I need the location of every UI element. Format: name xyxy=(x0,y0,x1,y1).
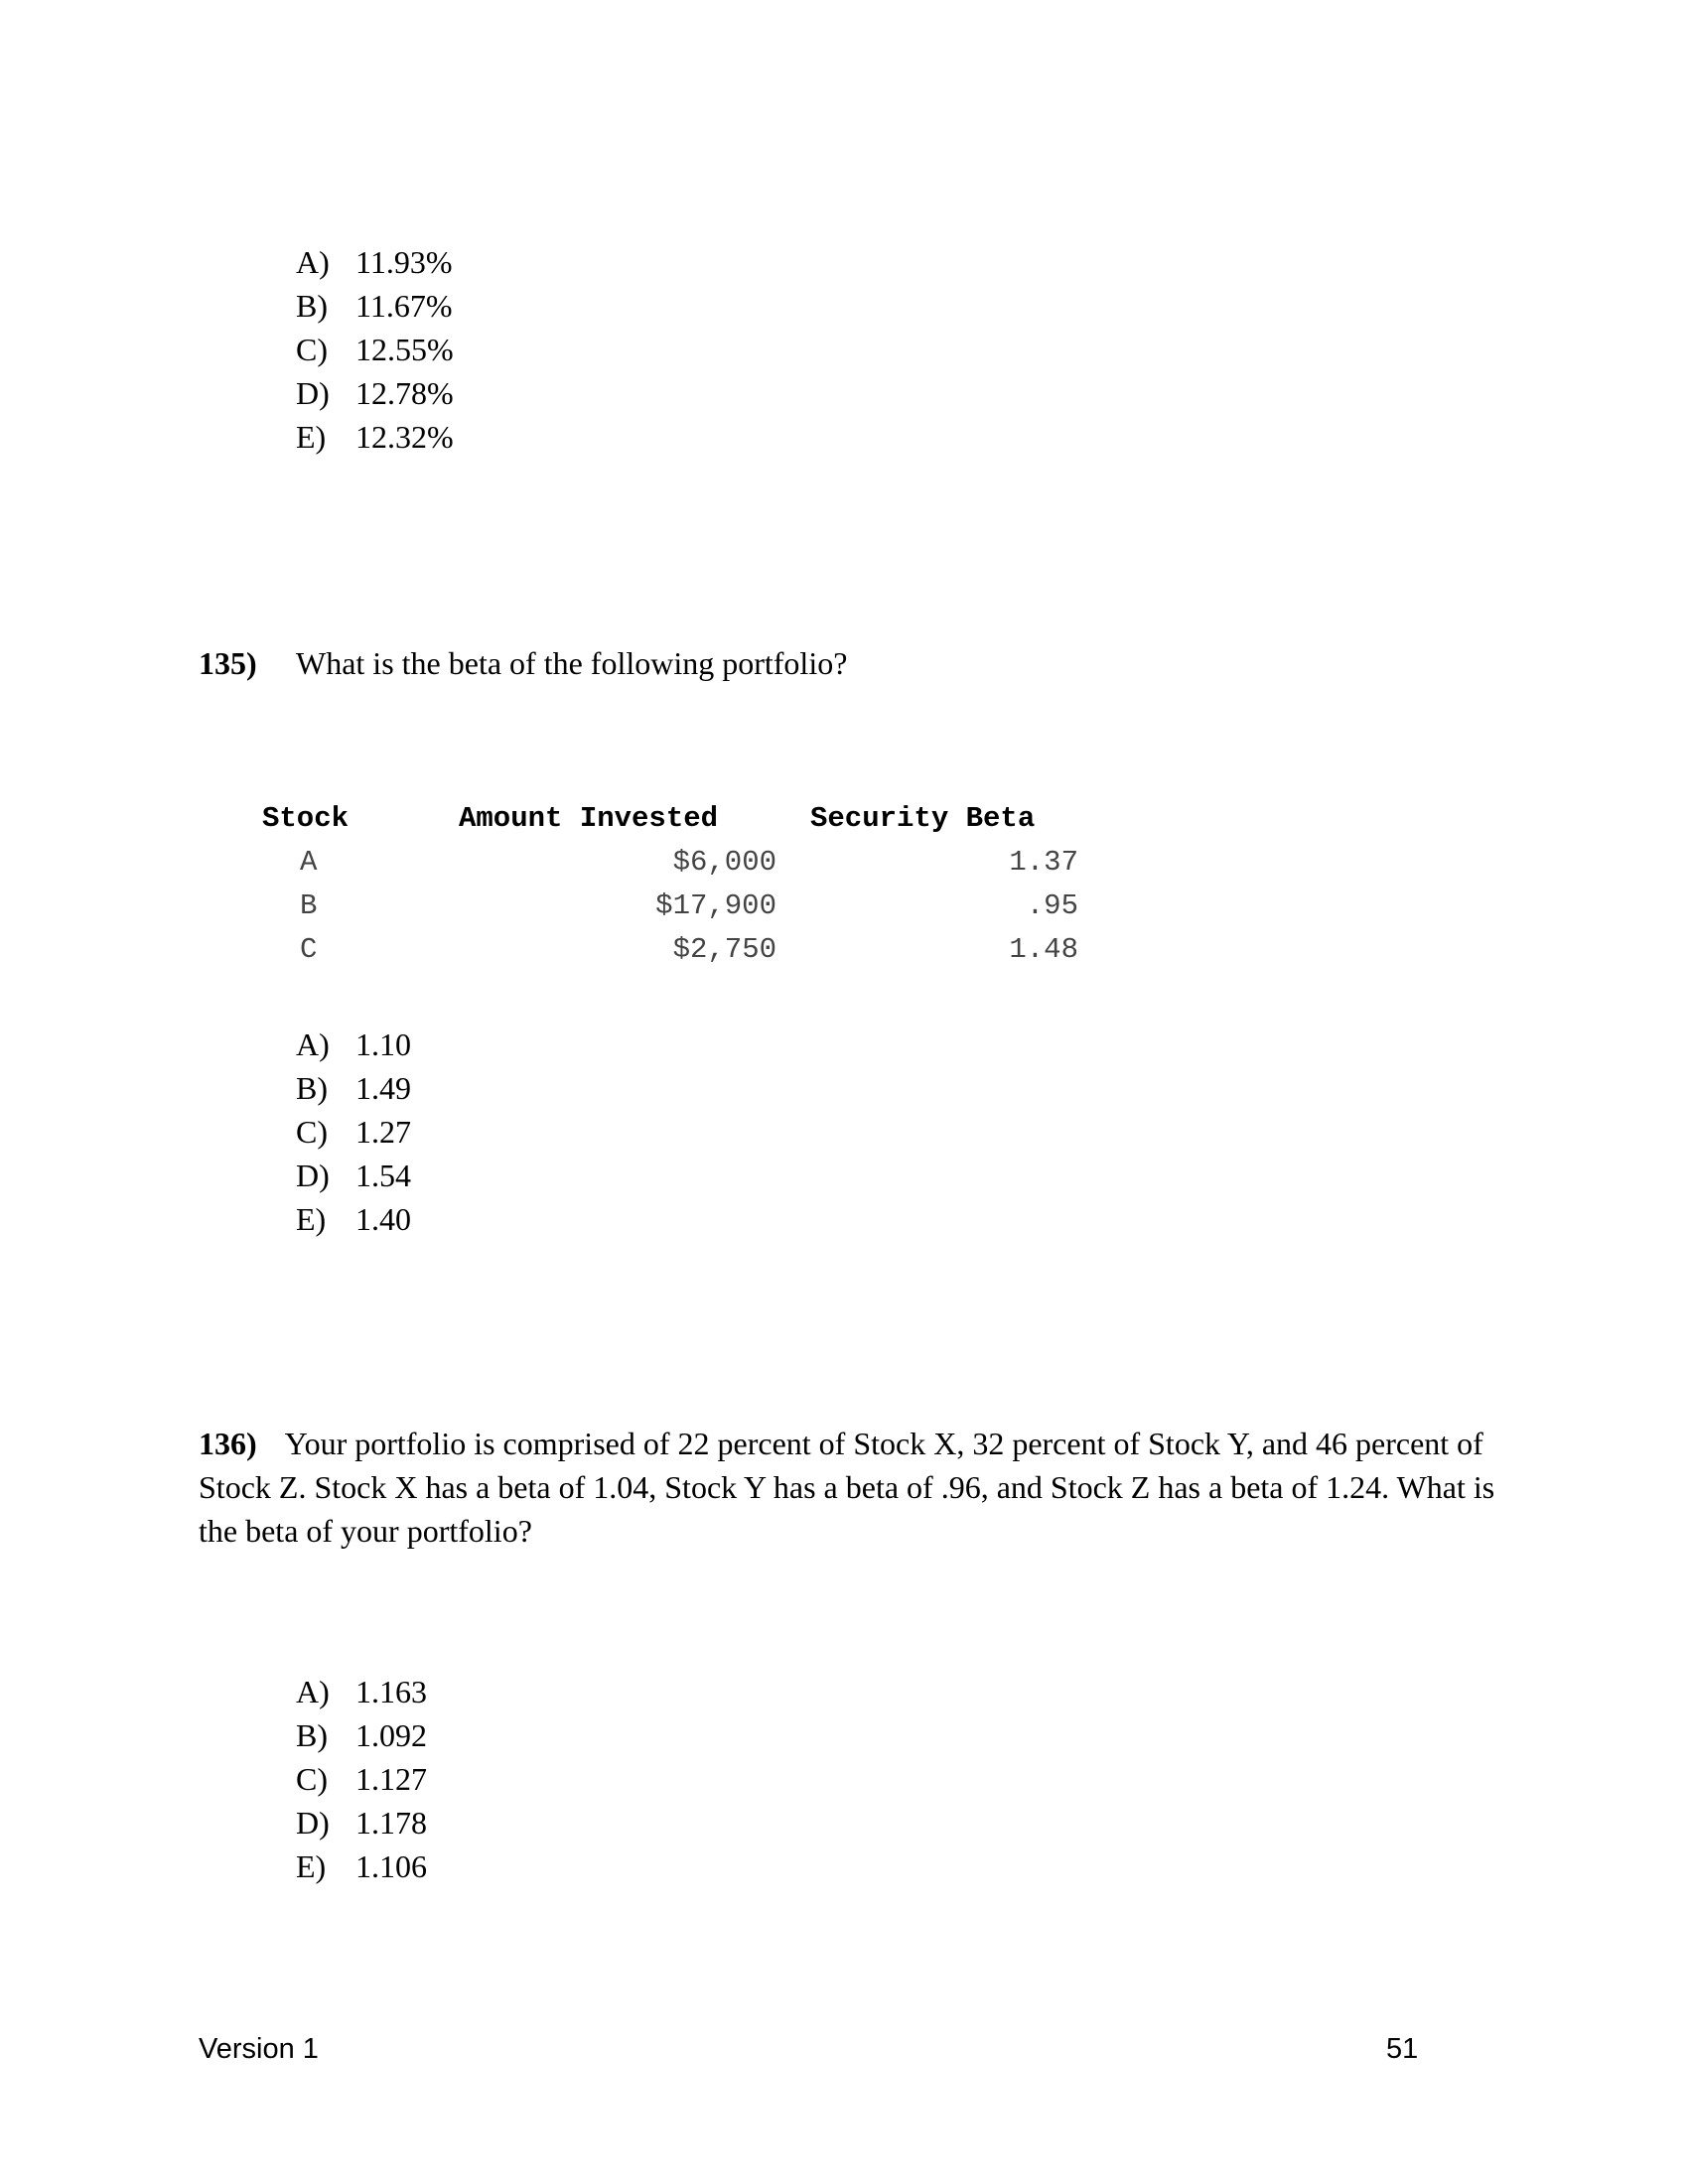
option-a: A) 1.10 xyxy=(296,1026,411,1062)
table-row: C $2,750 1.48 xyxy=(300,932,1078,966)
header-amount-invested: Amount Invested xyxy=(459,801,719,835)
option-e: E) 1.40 xyxy=(296,1201,411,1237)
page-number: 51 xyxy=(1386,2033,1419,2065)
header-stock: Stock xyxy=(262,801,350,835)
question-text: Your portfolio is comprised of 22 percent of Stock X, 32 percent of Stock Y, and 46 percent of Stock Z. Stock X has a beta of 1.04, Stock Y has a beta of .96, and Stock Z has a beta of 1.24. What is the beta of your portfolio? xyxy=(199,1426,1495,1549)
option-a: A) 11.93% xyxy=(296,244,453,280)
option-d: D) 1.54 xyxy=(296,1158,411,1193)
prev-question-options xyxy=(296,240,454,459)
question-135 xyxy=(199,641,847,685)
table-header-row xyxy=(262,796,1112,840)
table-row: A $6,000 1.37 xyxy=(300,845,1078,879)
portfolio-table xyxy=(262,796,1112,971)
question-number: 136) xyxy=(199,1426,257,1461)
option-d: D) 1.178 xyxy=(296,1805,427,1841)
q135-options xyxy=(296,1023,411,1241)
table-row: B $17,900 .95 xyxy=(300,888,1078,922)
option-a: A) 1.163 xyxy=(296,1674,427,1709)
option-e: E) 1.106 xyxy=(296,1848,427,1884)
option-b: B) 1.092 xyxy=(296,1717,427,1753)
question-number: 135) xyxy=(199,645,257,681)
option-d: D) 12.78% xyxy=(296,375,454,411)
option-b: B) 11.67% xyxy=(296,288,453,324)
option-e: E) 12.32% xyxy=(296,419,454,455)
question-136 xyxy=(199,1422,1499,1553)
header-security-beta: Security Beta xyxy=(810,801,1036,835)
option-c: C) 12.55% xyxy=(296,332,454,367)
q136-options xyxy=(296,1670,427,1888)
footer-version: Version 1 xyxy=(199,2033,319,2065)
option-c: C) 1.127 xyxy=(296,1761,427,1797)
option-b: B) 1.49 xyxy=(296,1070,411,1106)
question-text: What is the beta of the following portfolio? xyxy=(296,645,848,681)
option-c: C) 1.27 xyxy=(296,1114,411,1150)
